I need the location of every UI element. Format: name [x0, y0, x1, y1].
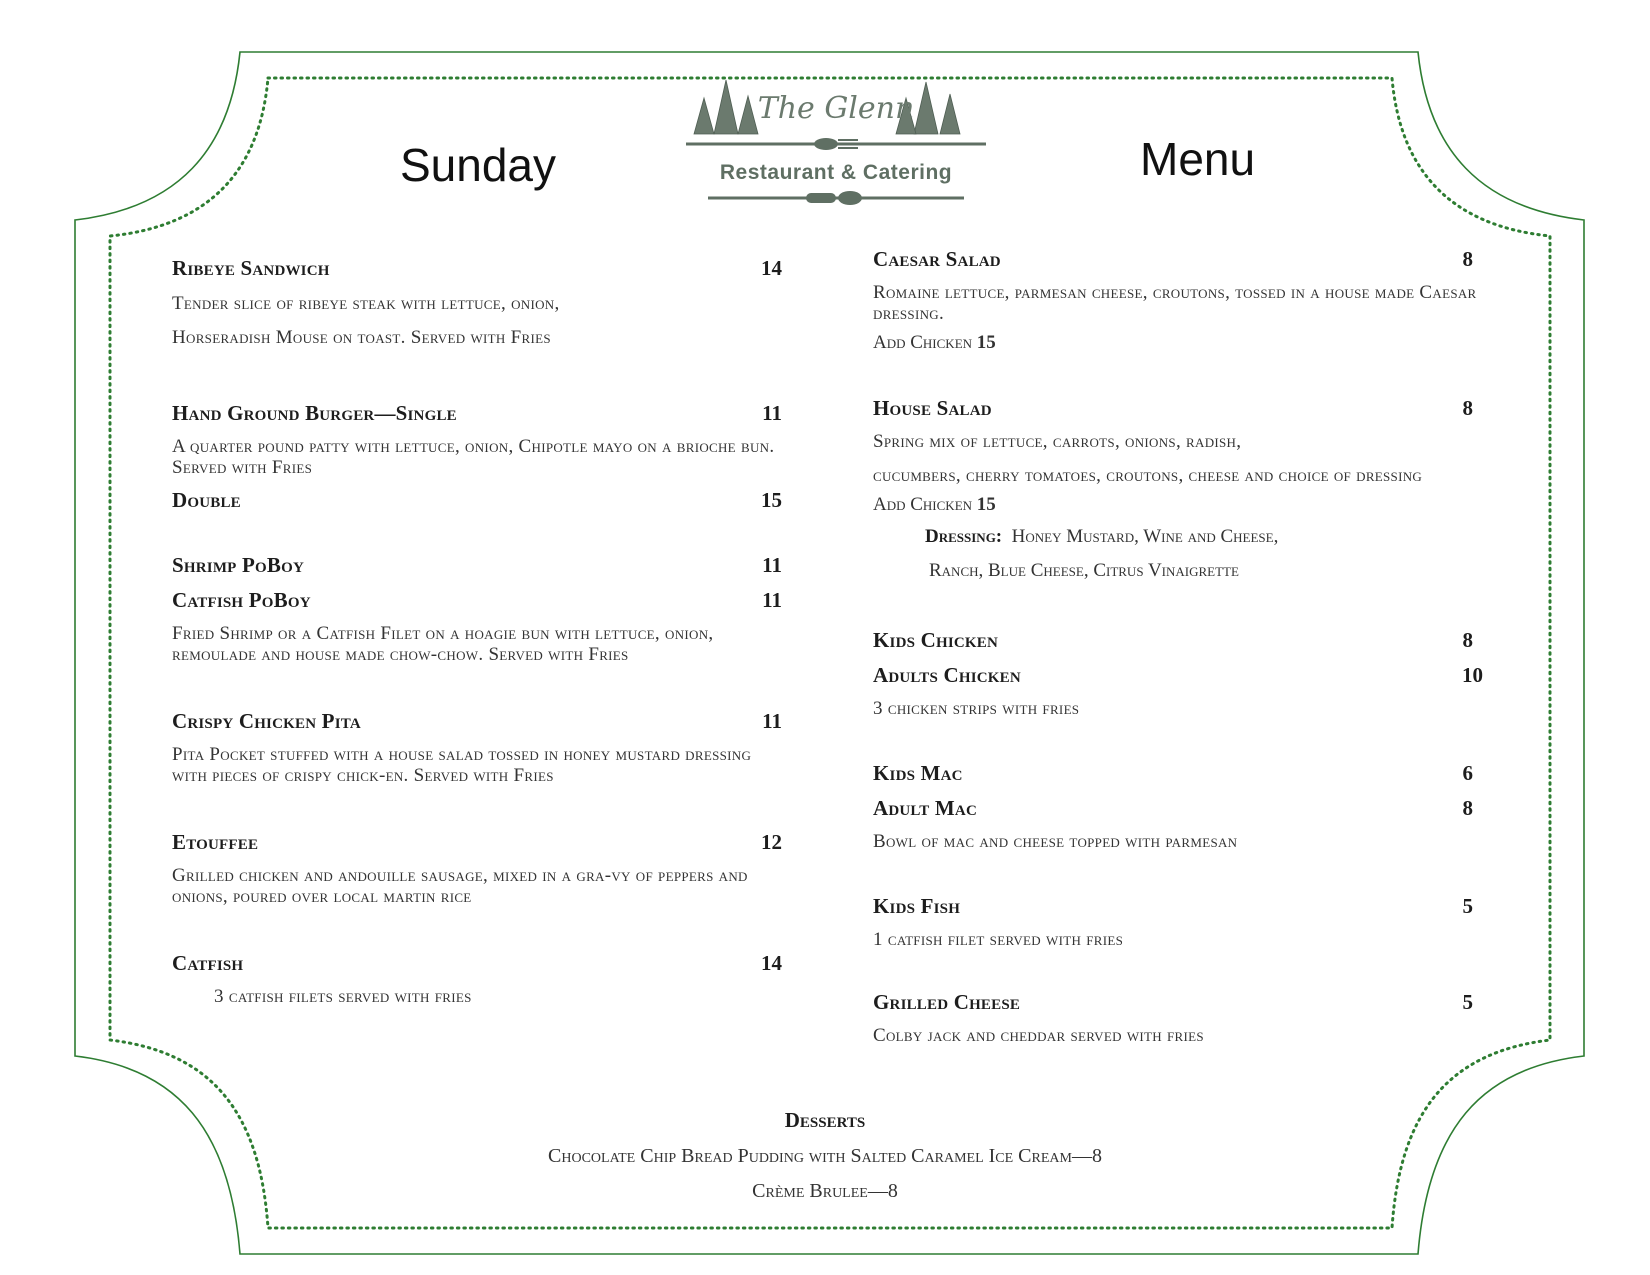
logo-script-text: The Glenn	[757, 91, 915, 126]
item-price: 5	[1462, 894, 1473, 918]
item-name: Etouffee	[172, 830, 259, 854]
item-name: Catfish	[172, 951, 244, 975]
item-price: 14	[761, 256, 782, 280]
item-price: 6	[1462, 761, 1473, 785]
menu-item-crispy-chicken-pita	[172, 709, 782, 786]
item-name: Catfish PoBoy	[172, 588, 311, 612]
item-price: 15	[761, 488, 782, 512]
dressing-label: Dressing:	[925, 526, 1003, 547]
item-name: Grilled Cheese	[873, 990, 1021, 1014]
dessert-item: Crème Brulee—8	[752, 1180, 898, 1202]
menu-item-shrimp-poboy	[172, 553, 782, 578]
item-name: Kids Chicken	[873, 628, 999, 652]
menu-title-menu: Menu	[1140, 133, 1256, 185]
desserts-heading: Desserts	[784, 1108, 866, 1132]
item-description: Pita Pocket stuffed with a house salad tossed in honey mustard dressing with pieces of crispy chick-en. Served with Fries	[172, 744, 752, 786]
add-chicken-option	[873, 332, 1523, 354]
menu-item-catfish-poboy	[172, 588, 782, 665]
item-description	[873, 431, 1523, 486]
item-description: 1 catfish filet served with fries	[873, 929, 1124, 950]
left-menu-column	[172, 256, 782, 1007]
item-description	[172, 287, 782, 355]
restaurant-logo	[686, 76, 986, 212]
item-price: 8	[1462, 796, 1473, 820]
menu-item-adult-mac	[873, 796, 1523, 852]
dressing-list: Honey Mustard, Wine and Cheese,	[1011, 526, 1279, 547]
menu-item-adults-chicken	[873, 663, 1523, 719]
item-price: 10	[1462, 663, 1483, 687]
item-description-line: Spring mix of lettuce, carrots, onions, radish,	[873, 431, 1242, 452]
addon-price: 15	[976, 332, 996, 353]
item-name: Ribeye Sandwich	[172, 256, 330, 280]
addon-price: 15	[976, 494, 996, 515]
item-description-line: Horseradish Mouse on toast. Served with Fries	[172, 327, 551, 348]
item-price: 11	[762, 588, 782, 612]
item-price: 11	[762, 553, 782, 577]
item-name: Crispy Chicken Pita	[172, 709, 361, 733]
addon-label: Add Chicken	[873, 494, 973, 515]
item-description: Grilled chicken and andouille sausage, mixed in a gra-vy of peppers and onions, poured over local martin rice	[172, 865, 748, 907]
menu-item-kids-chicken	[873, 628, 1523, 653]
item-description: A quarter pound patty with lettuce, onion, Chipotle mayo on a brioche bun. Served with Fries	[172, 436, 775, 478]
item-description-line: cucumbers, cherry tomatoes, croutons, cheese and choice of dressing	[873, 465, 1423, 486]
item-price: 8	[1462, 396, 1473, 420]
menu-title-sunday: Sunday	[400, 139, 557, 191]
item-description: 3 chicken strips with fries	[873, 698, 1080, 719]
item-name: Adult Mac	[873, 796, 977, 820]
item-name: Kids Fish	[873, 894, 961, 918]
item-description-line: Tender slice of ribeye steak with lettuce, onion,	[172, 293, 560, 314]
item-name: Adults Chicken	[873, 663, 1021, 687]
menu-item-house-salad	[873, 396, 1523, 588]
menu-item-kids-mac	[873, 761, 1523, 786]
add-chicken-option	[873, 494, 1523, 516]
dressing-options	[925, 520, 1523, 588]
item-price: 11	[762, 709, 782, 733]
item-price: 11	[762, 401, 782, 425]
item-description: 3 catfish filets served with fries	[214, 986, 472, 1007]
menu-item-double	[172, 488, 782, 513]
item-price: 12	[761, 830, 782, 854]
menu-item-caesar-salad	[873, 247, 1523, 354]
item-name: Kids Mac	[873, 761, 963, 785]
item-price: 8	[1462, 628, 1473, 652]
addon-label: Add Chicken	[873, 332, 973, 353]
menu-item-hand-ground-burger	[172, 401, 782, 478]
desserts-section	[300, 1108, 1350, 1203]
item-price: 14	[761, 951, 782, 975]
dessert-item: Chocolate Chip Bread Pudding with Salted Caramel Ice Cream—8	[548, 1145, 1102, 1167]
item-price: 8	[1462, 247, 1473, 271]
item-price: 5	[1462, 990, 1473, 1014]
menu-item-ribeye-sandwich	[172, 256, 782, 355]
item-description: Fried Shrimp or a Catfish Filet on a hoagie bun with lettuce, onion, remoulade and house made chow-chow. Served with Fries	[172, 623, 714, 665]
item-name: Hand Ground Burger—Single	[172, 401, 457, 425]
menu-item-catfish	[172, 951, 782, 1007]
menu-item-etouffee	[172, 830, 782, 907]
logo-caption: Restaurant & Catering	[719, 161, 953, 184]
menu-item-grilled-cheese	[873, 990, 1523, 1046]
item-description: Bowl of mac and cheese topped with parmesan	[873, 831, 1238, 852]
item-name: Shrimp PoBoy	[172, 553, 304, 577]
item-description: Colby jack and cheddar served with fries	[873, 1025, 1204, 1046]
menu-item-kids-fish	[873, 894, 1523, 950]
item-name: Double	[172, 488, 241, 512]
item-name: House Salad	[873, 396, 992, 420]
right-menu-column	[873, 247, 1523, 1046]
item-description: Romaine lettuce, parmesan cheese, croutons, tossed in a house made Caesar dressing.	[873, 282, 1477, 324]
item-name: Caesar Salad	[873, 247, 1001, 271]
dressing-list: Ranch, Blue Cheese, Citrus Vinaigrette	[929, 560, 1239, 581]
